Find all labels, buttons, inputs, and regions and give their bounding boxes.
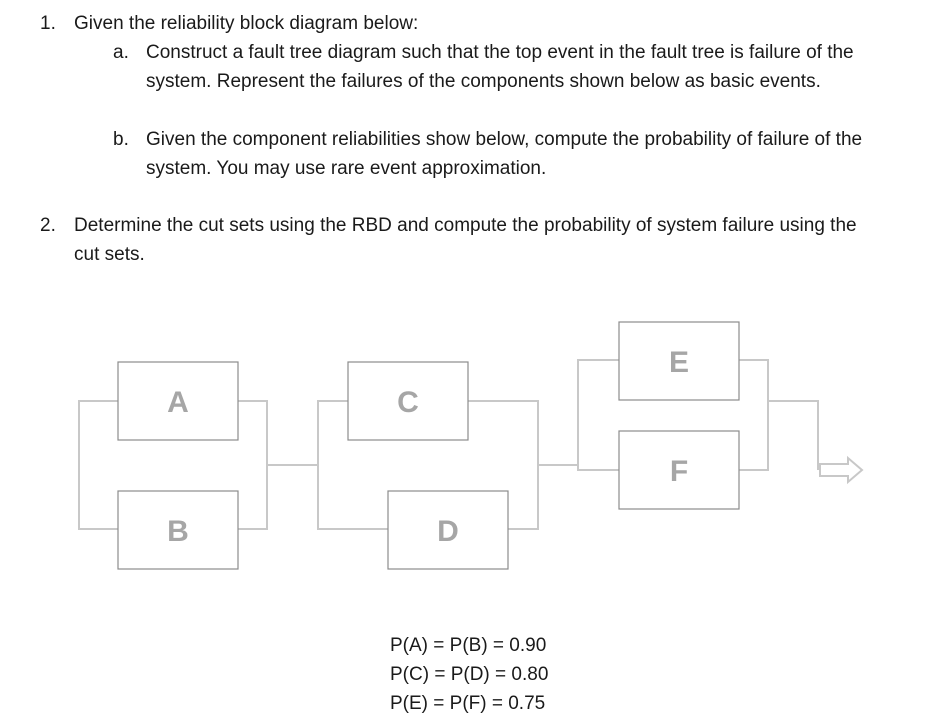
- output-connector: [768, 401, 818, 470]
- diagram-blocks: [118, 322, 739, 569]
- probability-ab: P(A) = P(B) = 0.90: [390, 635, 547, 656]
- block-b-label: B: [167, 515, 189, 548]
- question-2-line-2: cut sets.: [74, 244, 145, 265]
- block-c-label: C: [397, 386, 419, 419]
- block-d-label: D: [437, 515, 459, 548]
- question-2-line-1: Determine the cut sets using the RBD and compute the probability of system failure using the: [74, 215, 857, 236]
- block-f-label: F: [669, 455, 689, 488]
- probability-ef: P(E) = P(F) = 0.75: [390, 693, 546, 714]
- ab-left-bracket: [79, 401, 118, 529]
- ef-left-bracket: [578, 360, 619, 470]
- probability-cd: P(C) = P(D) = 0.80: [390, 664, 549, 685]
- ab-right-bracket: [238, 401, 267, 529]
- question-1-number: 1.: [40, 13, 56, 34]
- block-e-label: E: [668, 346, 690, 379]
- question-2-number: 2.: [40, 215, 56, 236]
- question-1a-line-1: Construct a fault tree diagram such that the top event in the fault tree is failure of the: [146, 42, 854, 63]
- block-a-label: A: [167, 386, 189, 419]
- ef-right-bracket: [739, 360, 768, 470]
- question-1a-line-2: system. Represent the failures of the components shown below as basic events.: [146, 71, 821, 92]
- output-arrow-icon: [820, 458, 862, 482]
- question-1b-label: b.: [113, 129, 129, 150]
- question-1b-line-2: system. You may use rare event approximation.: [146, 158, 547, 179]
- question-1a-label: a.: [113, 42, 129, 63]
- question-1b-line-1: Given the component reliabilities show below, compute the probability of failure of the: [146, 129, 863, 150]
- question-1-text: Given the reliability block diagram below:: [74, 13, 419, 34]
